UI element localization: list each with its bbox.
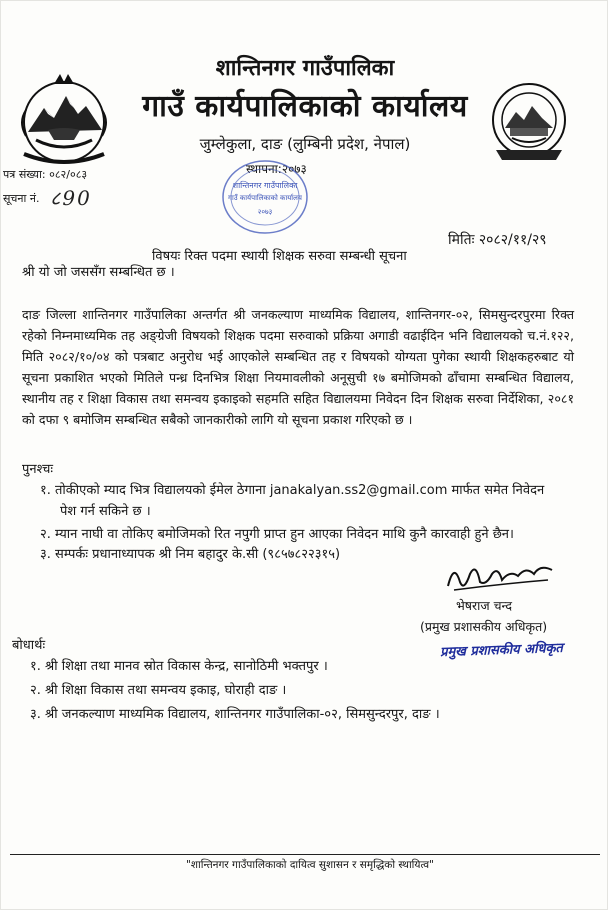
office-address: जुम्लेकुला, दाङ (लुम्बिनी प्रदेश, नेपाल): [199, 135, 411, 153]
office-title: गाउँ कार्यपालिकाको कार्यालय: [142, 89, 468, 124]
copy-to-item: २. श्री शिक्षा विकास तथा समन्वय इकाइ, घोराही दाङ ।: [30, 683, 287, 698]
copy-to-item: ३. श्री जनकल्याण माध्यमिक विद्यालय, शान्तिनगर गाउँपालिका-०२, सिमसुन्दरपुर, दाङ ।: [30, 707, 440, 722]
notice-body: दाङ जिल्ला शान्तिनगर गाउँपालिका अन्तर्गत श्री जनकल्याण माध्यमिक विद्यालय, शान्तिनगर-०२, सिमसुन्दरपुरमा रिक्त रहेको निम्नमाध्यमिक तह अङ्ग्रेजी विषयको शिक्षक पदमा सरुवाको प्रक्रिया अगाडी वढाईदिन भनि विद्यालयको च.नं.१२२, मिति २०८२/१०/०४ को पत्रबाट अनुरोध भई आएकोले सम्बन्धित तह र विषयको योग्यता पुगेका स्थायी शिक्षकहरुबाट यो सूचना प्रकाशित भएको मितिले पन्ध्र दिनभित्र शिक्षा नियमावलीको अनूसुची १७ बमोजिमको ढाँचामा सम्बन्धित विद्यालय, स्थानीय तह र शिक्षा विकास तथा समन्वय इकाइको सहमति सहित विद्यालयमा निवेदन दिन शिक्षक सरुवा निर्देशिका, २०८१ को दफा ९ बमोजिम सम्बन्धित सबैको जानकारीको लागि यो सूचना प्रकाश गरिएको छ ।: [22, 307, 574, 427]
postscript-item-3: ३. सम्पर्कः प्रधानाध्यापक श्री निम बहादुर के.सी (९८५७८२२३१५): [40, 547, 341, 562]
municipality-logo-icon: [490, 80, 568, 166]
stamp-line-3: २०७३: [257, 208, 273, 216]
established-year: स्थापना:२०७३: [246, 162, 307, 176]
footer-motto: "शान्तिनगर गाउँपालिकाको दायित्व सुशासन र समृद्धिको स्थायित्व": [186, 859, 434, 871]
designation-seal: प्रमुख प्रशासकीय अधिकृत: [439, 640, 564, 661]
postscript-item-1-continued: पेश गर्न सकिने छ ।: [60, 504, 151, 519]
letter-number: पत्र संख्या: ०८२/०८३: [3, 168, 88, 181]
copy-to-item: १. श्री शिक्षा तथा मानव स्रोत विकास केन्द्र, सानोठिमी भक्तपुर ।: [30, 659, 328, 674]
stamp-line-1: शान्तिनगर गाउँपालिका: [232, 181, 298, 190]
notice-number-value: ८90: [50, 186, 92, 210]
office-stamp: [220, 158, 310, 236]
signature: [440, 556, 560, 596]
postscript-item-1: १. तोकीएको म्याद भित्र विद्यालयको ईमेल ठेगाना janakalyan.ss2@gmail.com मार्फत समेत निवेदन: [40, 483, 545, 498]
signer-post: (प्रमुख प्रशासकीय अधिकृत): [420, 619, 548, 634]
postscript-label: पुनश्चः: [22, 462, 54, 477]
nepal-government-emblem-icon: [14, 70, 114, 170]
notice-subject: विषयः रिक्त पदमा स्थायी शिक्षक सरुवा सम्बन्धी सूचना: [152, 249, 407, 264]
office-name: शान्तिनगर गाउँपालिका: [215, 56, 395, 81]
stamp-line-2: गाउँ कार्यपालिकाको कार्यालय: [228, 194, 302, 202]
footer-divider: [10, 854, 600, 855]
copy-to-label: बोधार्थः: [12, 638, 46, 653]
notice-date: मितिः २०८२/११/२९: [448, 232, 547, 248]
signer-name: भेषराज चन्द: [456, 598, 513, 613]
postscript-item-2: २. म्यान नाघी वा तोकिए बमोजिमको रित नपुगी प्राप्त हुन आएका निवेदन माथि कुनै कारवाही हुने छैन।: [40, 527, 514, 542]
salutation: श्री यो जो जससँग सम्बन्धित छ ।: [22, 265, 175, 280]
notice-number-label: सूचना नं.: [3, 192, 40, 205]
